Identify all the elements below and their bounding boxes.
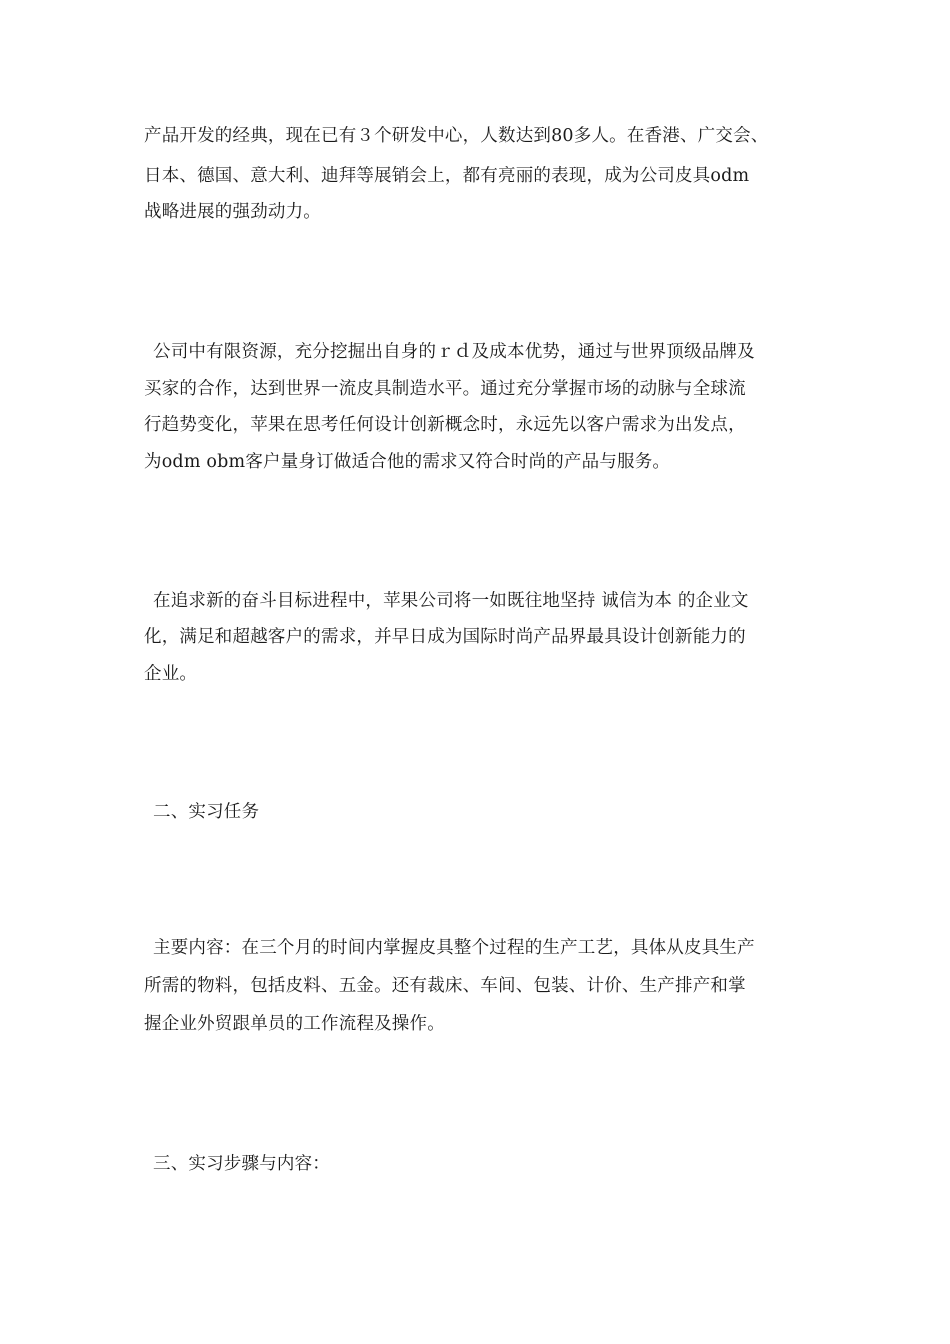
text-line: 行趋势变化，苹果在思考任何设计创新概念时，永远先以客户需求为出发点， xyxy=(144,415,746,435)
section-heading-internship-steps: 三、实习步骤与内容： xyxy=(153,1154,330,1174)
text-line: 公司中有限资源，充分挖掘出自身的ｒｄ及成本优势，通过与世界顶级品牌及 xyxy=(153,342,755,362)
text-line: 在追求新的奋斗目标进程中，苹果公司将一如既往地坚持 诚信为本 的企业文 xyxy=(153,591,749,611)
text-line: 所需的物料，包括皮料、五金。还有裁床、车间、包装、计价、生产排产和掌 xyxy=(144,976,746,996)
text-line: 企业。 xyxy=(144,664,198,684)
text-line: 产品开发的经典，现在已有３个研发中心，人数达到80多人。在香港、广交会、 xyxy=(144,126,769,146)
text-line: 主要内容：在三个月的时间内掌握皮具整个过程的生产工艺，具体从皮具生产 xyxy=(153,938,755,958)
text-line: 为odm obm客户量身订做适合他的需求又符合时尚的产品与服务。 xyxy=(144,452,671,472)
text-line: 化，满足和超越客户的需求，并早日成为国际时尚产品界最具设计创新能力的 xyxy=(144,627,746,647)
text-line: 日本、德国、意大利、迪拜等展销会上，都有亮丽的表现，成为公司皮具odm xyxy=(144,166,750,186)
section-heading-internship-tasks: 二、实习任务 xyxy=(153,802,260,822)
text-line: 战略进展的强劲动力。 xyxy=(144,202,321,222)
text-line: 握企业外贸跟单员的工作流程及操作。 xyxy=(144,1014,445,1034)
text-line: 买家的合作，达到世界一流皮具制造水平。通过充分掌握市场的动脉与全球流 xyxy=(144,379,746,399)
